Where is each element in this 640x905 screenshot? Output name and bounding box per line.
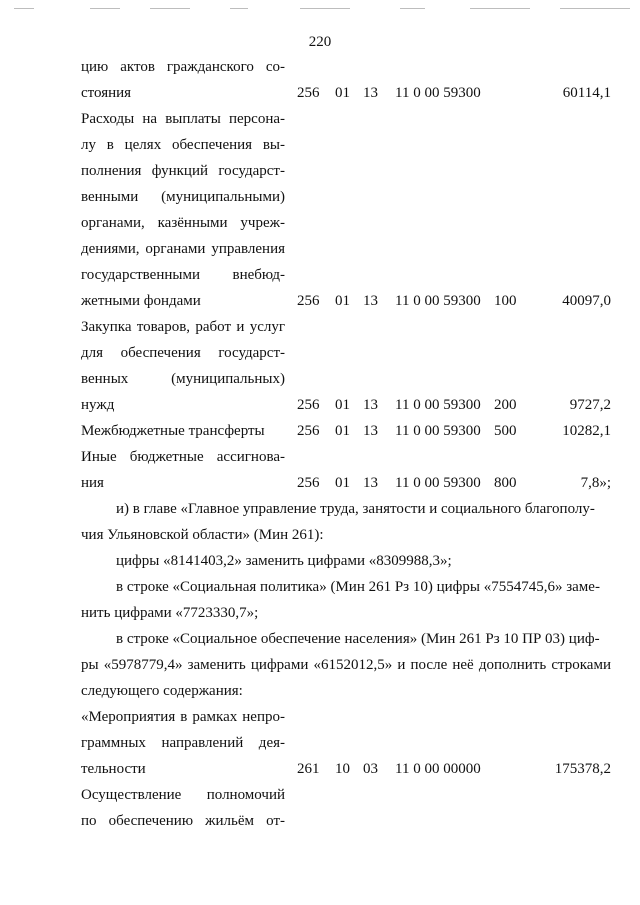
paragraph-line: следующего содержания:	[81, 683, 243, 699]
row-description-line: лу в целях обеспечения вы-	[81, 137, 285, 153]
paragraph-line: в строке «Социальное обеспечение населения» (Мин 261 Рз 10 ПР 03) циф-	[116, 631, 600, 647]
code-min: 256	[297, 85, 320, 101]
code-pr: 13	[363, 475, 378, 491]
code-pr: 03	[363, 761, 378, 777]
code-rz: 01	[335, 423, 350, 439]
code-vr: 100	[494, 293, 517, 309]
paragraph-line: чия Ульяновской области» (Мин 261):	[81, 527, 324, 543]
code-vr: 800	[494, 475, 517, 491]
code-csr: 11 0 00 59300	[395, 85, 481, 101]
row-description-line: жетными фондами	[81, 293, 201, 309]
row-description-line: Закупка товаров, работ и услуг	[81, 319, 285, 335]
code-vr: 500	[494, 423, 517, 439]
row-description-line: тельности	[81, 761, 146, 777]
row-description-line: Иные бюджетные ассигнова-	[81, 449, 285, 465]
row-description-line: «Мероприятия в рамках непро-	[81, 709, 285, 725]
row-description-line: государственными внебюд-	[81, 267, 285, 283]
code-csr: 11 0 00 59300	[395, 397, 481, 413]
code-rz: 01	[335, 293, 350, 309]
code-min: 256	[297, 397, 320, 413]
code-csr: 11 0 00 59300	[395, 293, 481, 309]
row-description-line: полнения функций государст-	[81, 163, 285, 179]
row-description-line: Расходы на выплаты персона-	[81, 111, 285, 127]
code-min: 256	[297, 293, 320, 309]
row-description-line: нужд	[81, 397, 115, 413]
code-csr: 11 0 00 00000	[395, 761, 481, 777]
row-sum: 10282,1	[562, 423, 611, 439]
code-vr: 200	[494, 397, 517, 413]
row-description-line: органами, казёнными учреж-	[81, 215, 285, 231]
paragraph-line: и) в главе «Главное управление труда, занятости и социального благополу-	[116, 501, 595, 517]
row-description-line: для обеспечения государст-	[81, 345, 285, 361]
row-description-line: стояния	[81, 85, 132, 101]
row-description-line: цию актов гражданского со-	[81, 59, 285, 75]
row-description-line: граммных направлений дея-	[81, 735, 285, 751]
row-sum: 9727,2	[569, 397, 611, 413]
code-pr: 13	[363, 397, 378, 413]
code-csr: 11 0 00 59300	[395, 423, 481, 439]
paragraph-line: ры «5978779,4» заменить цифрами «6152012,5» и после неё дополнить строками	[81, 657, 611, 673]
code-csr: 11 0 00 59300	[395, 475, 481, 491]
row-sum: 7,8»;	[580, 475, 611, 491]
scan-edge-artifacts	[0, 8, 640, 10]
code-min: 261	[297, 761, 320, 777]
code-rz: 01	[335, 85, 350, 101]
row-description-line: дениями, органами управления	[81, 241, 285, 257]
row-description-line: ния	[81, 475, 104, 491]
code-pr: 13	[363, 423, 378, 439]
row-description-line: Межбюджетные трансферты	[81, 423, 265, 439]
row-description-line: по обеспечению жильём от-	[81, 813, 285, 829]
code-pr: 13	[363, 293, 378, 309]
code-rz: 01	[335, 397, 350, 413]
code-min: 256	[297, 423, 320, 439]
row-description-line: Осуществление полномочий	[81, 787, 285, 803]
code-min: 256	[297, 475, 320, 491]
page-number: 220	[308, 34, 332, 50]
code-rz: 10	[335, 761, 350, 777]
paragraph-line: нить цифрами «7723330,7»;	[81, 605, 259, 621]
code-pr: 13	[363, 85, 378, 101]
paragraph-line: цифры «8141403,2» заменить цифрами «8309988,3»;	[116, 553, 452, 569]
row-sum: 60114,1	[562, 85, 611, 101]
row-description-line: венными (муниципальными)	[81, 189, 285, 205]
paragraph-line: в строке «Социальная политика» (Мин 261 Рз 10) цифры «7554745,6» заме-	[116, 579, 600, 595]
code-rz: 01	[335, 475, 350, 491]
row-description-line: венных (муниципальных)	[81, 371, 285, 387]
row-sum: 40097,0	[562, 293, 611, 309]
row-sum: 175378,2	[554, 761, 611, 777]
